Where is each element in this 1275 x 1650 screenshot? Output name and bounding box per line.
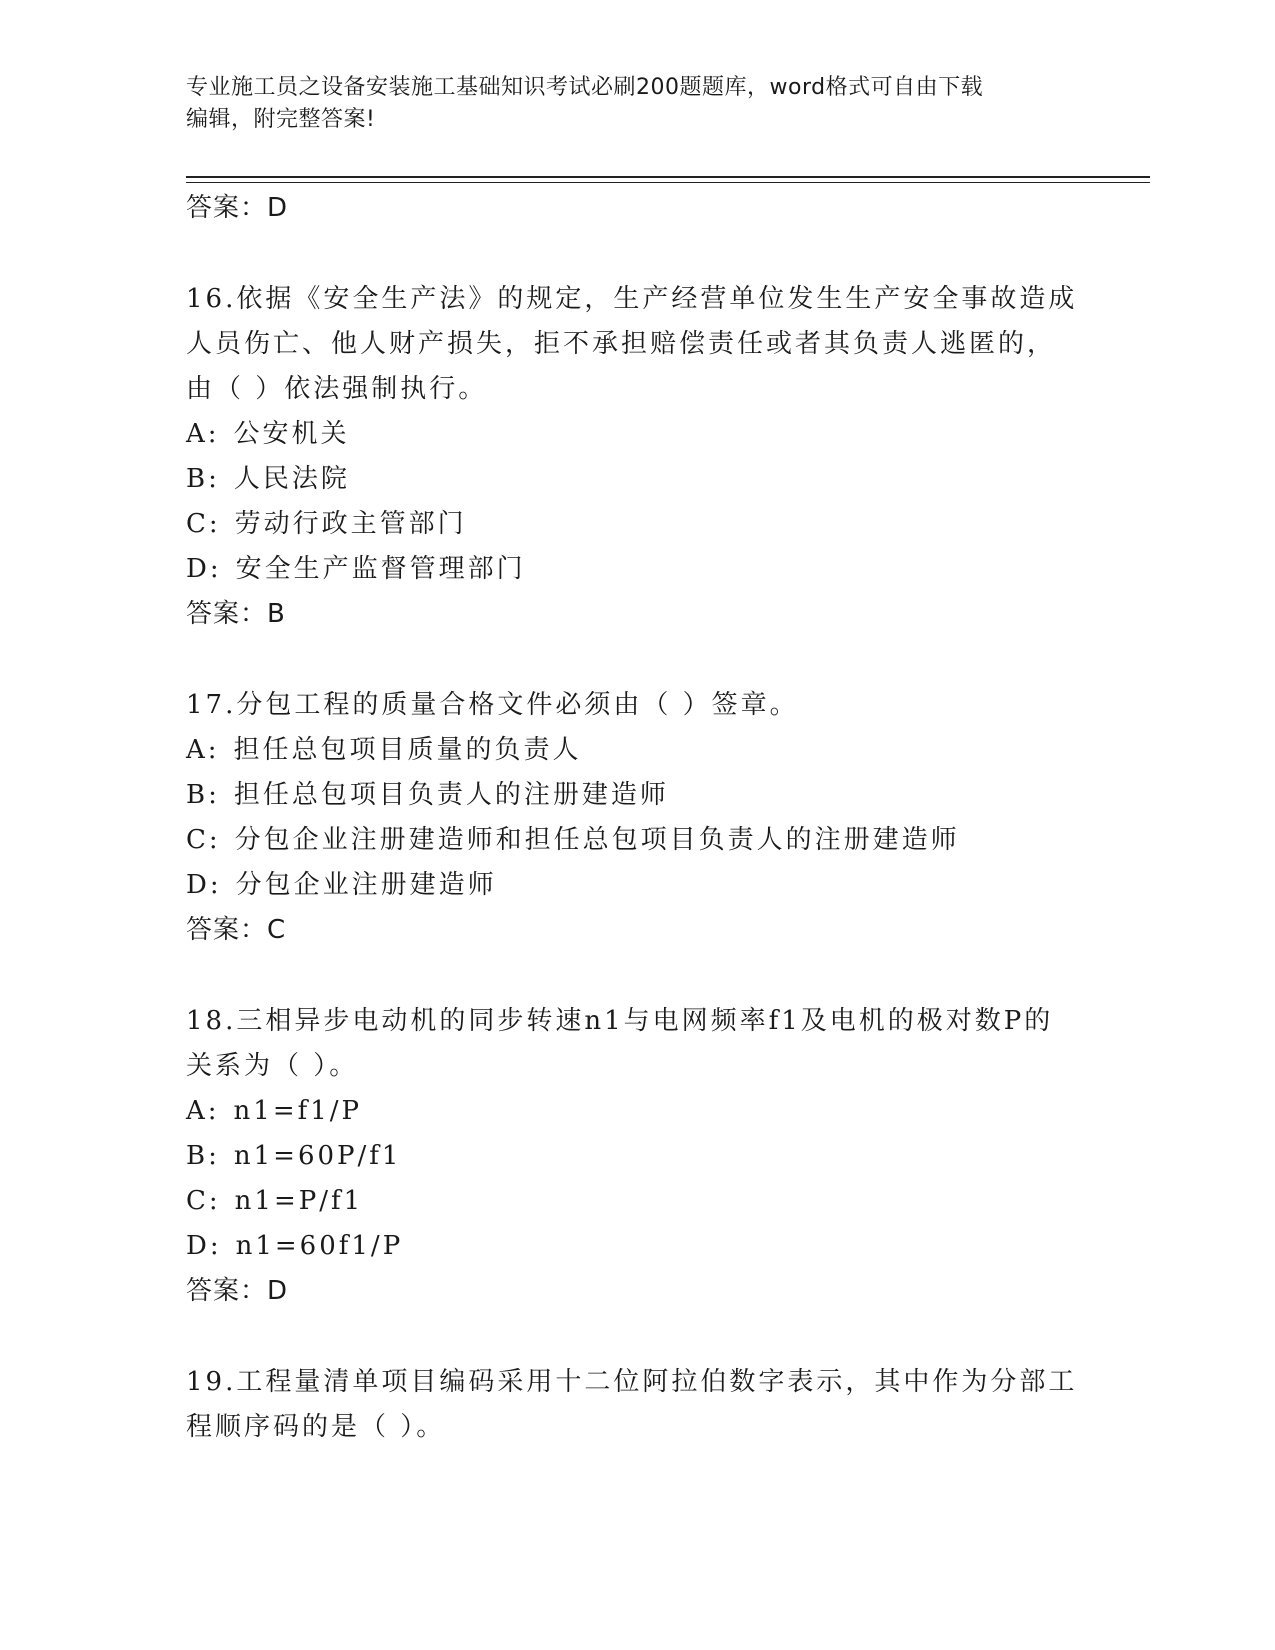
question-list <box>186 186 1086 1450</box>
question-text-line: 17.分包工程的质量合格文件必须由（ ）签章。 <box>186 690 799 720</box>
document-header <box>186 72 1066 136</box>
option-text: 担任总包项目负责人的注册建造师 <box>233 780 669 810</box>
option-d <box>186 547 1086 592</box>
header-line-1: 专业施工员之设备安装施工基础知识考试必刷200题题库，word格式可自由下载 <box>186 75 984 100</box>
option-a <box>186 728 1086 773</box>
option-key: A: <box>186 735 220 765</box>
option-b <box>186 457 1086 502</box>
question-text-line: 人员伤亡、他人财产损失，拒不承担赔偿责任或者其负责人逃匿的， <box>186 329 1057 359</box>
question-text-line: 18.三相异步电动机的同步转速n1与电网频率f1及电机的极对数P的 <box>186 1006 1054 1036</box>
option-b <box>186 773 1086 818</box>
option-a <box>186 1089 1086 1134</box>
option-text: 担任总包项目质量的负责人 <box>233 735 582 765</box>
option-key: B: <box>186 464 220 494</box>
option-text: 安全生产监督管理部门 <box>235 554 526 584</box>
option-key: A: <box>186 1096 220 1126</box>
question-text-line: 由（ ）依法强制执行。 <box>186 374 488 404</box>
option-text: 劳动行政主管部门 <box>234 509 467 539</box>
option-c <box>186 818 1086 863</box>
option-a <box>186 412 1086 457</box>
option-key: B: <box>186 1141 220 1171</box>
question-16 <box>186 277 1086 412</box>
header-rule-thick <box>186 176 1150 178</box>
header-rule-thin <box>186 182 1150 183</box>
option-key: C: <box>186 509 221 539</box>
question-17 <box>186 683 1086 728</box>
question-18 <box>186 999 1086 1089</box>
answer-line: 答案：D <box>186 1276 289 1306</box>
option-key: D: <box>186 870 222 900</box>
answer-line: 答案：C <box>186 915 287 945</box>
option-d <box>186 863 1086 908</box>
option-text: 分包企业注册建造师 <box>235 870 497 900</box>
question-19 <box>186 1360 1086 1450</box>
option-text: n1=P/f1 <box>234 1186 364 1216</box>
option-b <box>186 1134 1086 1179</box>
option-c <box>186 502 1086 547</box>
question-text-line: 16.依据《安全生产法》的规定，生产经营单位发生生产安全事故造成 <box>186 284 1078 314</box>
option-key: A: <box>186 419 220 449</box>
option-key: B: <box>186 780 220 810</box>
answer-line: 答案：B <box>186 599 286 629</box>
header-line-2: 编辑，附完整答案! <box>186 107 376 132</box>
option-key: D: <box>186 1231 222 1261</box>
option-key: C: <box>186 825 221 855</box>
question-text-line: 19.工程量清单项目编码采用十二位阿拉伯数字表示，其中作为分部工 <box>186 1367 1078 1397</box>
option-text: 人民法院 <box>233 464 350 494</box>
option-c <box>186 1179 1086 1224</box>
option-text: 分包企业注册建造师和担任总包项目负责人的注册建造师 <box>234 825 960 855</box>
option-text: n1=60P/f1 <box>233 1141 402 1171</box>
option-d <box>186 1224 1086 1269</box>
option-text: n1=60f1/P <box>235 1231 404 1261</box>
answer-line: 答案：D <box>186 193 289 223</box>
option-text: 公安机关 <box>233 419 350 449</box>
question-text-line: 程顺序码的是（ ）。 <box>186 1412 446 1442</box>
option-key: C: <box>186 1186 221 1216</box>
option-text: n1=f1/P <box>233 1096 363 1126</box>
option-key: D: <box>186 554 222 584</box>
question-text-line: 关系为（ ）。 <box>186 1051 359 1081</box>
